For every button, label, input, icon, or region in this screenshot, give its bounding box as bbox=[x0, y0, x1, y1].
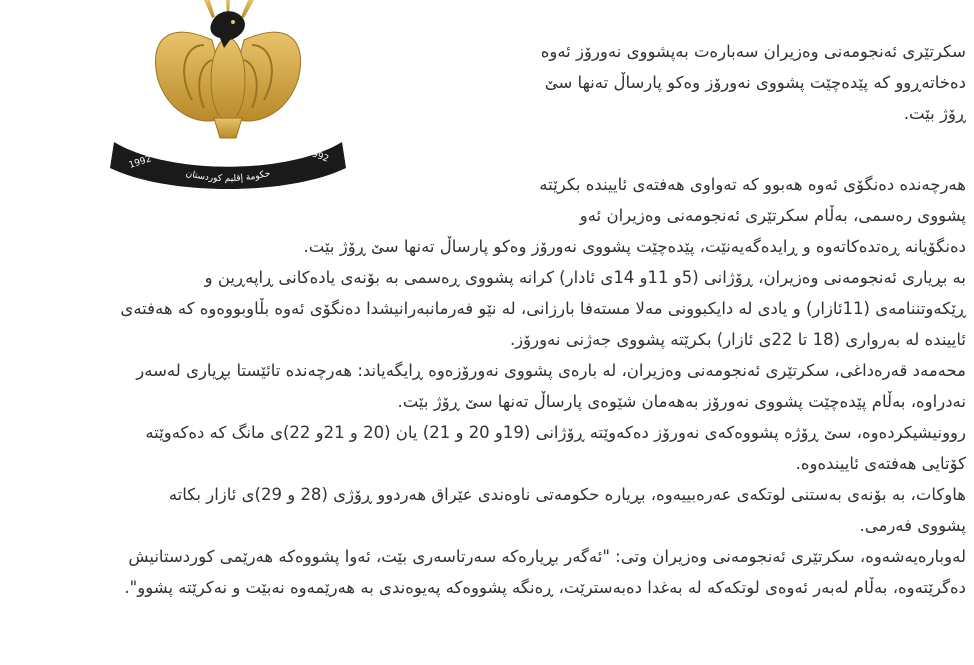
body-line: ئاییندە لە بەرواری (18 تا 22ی ئازار) بکرێتە پشووی جەژنی نەورۆز. bbox=[509, 330, 966, 349]
body-line: لەوبارەیەشەوە، سکرتێری ئەنجومەنی وەزیران وتی: "ئەگەر بڕیارەکە سەرتاسەری بێت، ئەوا پشووەکە هەرێمی کوردستانیش bbox=[128, 547, 966, 566]
emblem-year-left: 1992 bbox=[127, 154, 153, 171]
article-body bbox=[120, 169, 966, 603]
body-line: کۆتایی هەفتەی ئاییندەوە. bbox=[795, 454, 966, 473]
emblem-arabic-text: حكومة إقليم كوردستان bbox=[184, 168, 272, 185]
body-line: محەمەد قەرەداغی، سکرتێری ئەنجومەنی وەزیران، لە بارەی پشووی نەورۆزەوە ڕایگەیاند: هەرچەندە تائێستا بڕیاری لەسەر bbox=[136, 361, 966, 380]
emblem-kurdish-text: حکومەتی هەرێمی کوردستان bbox=[157, 142, 299, 164]
intro-line: سکرتێری ئەنجومەنی وەزیران سەبارەت بەپشووی نەورۆز ئەوە bbox=[540, 42, 966, 61]
body-line: پشووی رەسمی، بەڵام سکرتێری ئەنجومەنی وەزیران ئەو bbox=[579, 206, 966, 225]
body-line: نەدراوە، بەڵام پێدەچێت پشووی نەورۆز بەهەمان شێوەی پارساڵ تەنها سێ ڕۆژ بێت. bbox=[397, 392, 966, 411]
intro-line: ڕۆژ بێت. bbox=[903, 104, 966, 123]
svg-text:حکومەتی هەرێمی کوردستان bbox=[158, 142, 299, 163]
body-line: هاوکات، بە بۆنەی بەستنی لوتکەی عەرەبییەوە، بڕیارە حکومەتی ناوەندی عێراق هەردوو ڕۆژی (28 و 29)ی ئازار بکاتە bbox=[168, 485, 966, 504]
body-line: روونیشیکردەوە، سێ ڕۆژە پشووەکەی نەورۆز دەکەوێتە ڕۆژانی (19و 20 و 21) یان (20 و 21و 22)ی مانگ کە دەکەوێتە bbox=[145, 423, 966, 442]
emblem-year-right: 1992 bbox=[304, 147, 330, 165]
article-intro bbox=[541, 36, 966, 129]
intro-line: دەخاتەڕوو کە پێدەچێت پشووی نەورۆز وەکو پارساڵ تەنها سێ bbox=[544, 73, 966, 92]
eagle-icon bbox=[210, 11, 245, 138]
body-line: دەنگۆیانە ڕەتدەکاتەوە و ڕایدەگەیەنێت، پێدەچێت پشووی نەورۆز وەکو پارساڵ تەنها سێ ڕۆژ بێت. bbox=[303, 237, 966, 256]
body-line: پشووی فەرمی. bbox=[859, 516, 966, 535]
body-line: ڕێکەوتننامەی (11ئازار) و یادی لە دایکبوونی مەلا مستەفا بارزانی، لە نێو فەرمانبەرانیشدا دەنگۆی ئەوە بڵاوبووەوە کە هەفتەی bbox=[120, 299, 966, 318]
krg-emblem bbox=[108, 0, 348, 190]
body-line: هەرچەندە دەنگۆی ئەوە هەبوو کە تەواوی هەفتەی ئاییندە بکرێتە bbox=[539, 175, 966, 194]
body-line: دەگرێتەوە، بەڵام لەبەر ئەوەی لوتکەکە لە بەغدا دەبەسترێت، ڕەنگە پشووەکە پەیوەندی بە هەرێمەوە نەبێت و نەکرێتە پشوو". bbox=[124, 578, 966, 597]
body-line: بە بڕیاری ئەنجومەنی وەزیران، ڕۆژانی (5و 11و 14ی ئادار) کرانە پشووی ڕەسمی بە بۆنەی یادەکانی ڕاپەڕین و bbox=[204, 268, 966, 287]
